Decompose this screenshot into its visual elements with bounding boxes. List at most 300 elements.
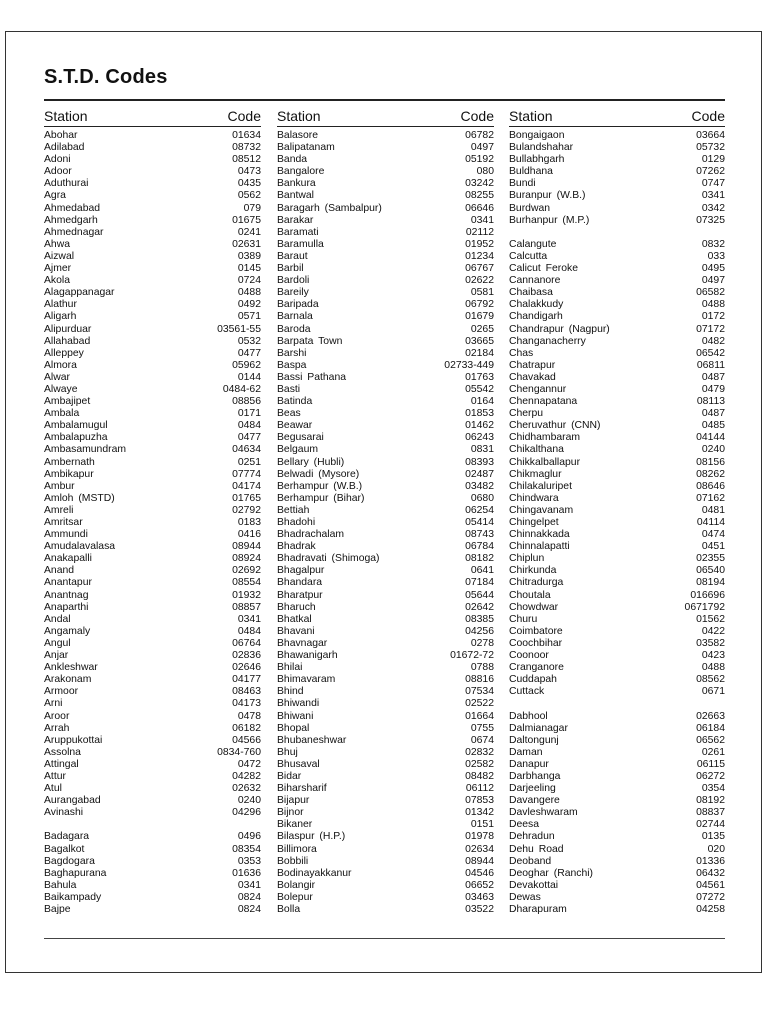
table-row [277,577,494,589]
table-row [277,856,494,868]
std-code: 03463 [465,891,494,903]
std-code: 04282 [232,770,261,782]
station-name: Ambasamundram [44,444,127,456]
table-row [509,807,725,819]
std-code: 0482 [701,335,725,347]
station-name: Assolna [44,746,81,758]
table-row [277,904,494,916]
station-name: Chirkunda [509,565,557,577]
std-code: 0172 [701,311,725,323]
table-row [277,759,494,771]
table-row [509,844,725,856]
table-row [44,529,261,541]
station-name: Avinashi [44,807,84,819]
station-name: Bassi Pathana [277,371,347,383]
station-name: Baripada [277,299,319,311]
std-code: 04114 [696,517,725,528]
table-row [509,420,725,432]
table-row [277,432,494,444]
table-row [277,674,494,686]
std-code: 0671792 [684,601,725,613]
std-code: 04546 [465,867,494,879]
station-name: Davangere [509,795,560,807]
table-row [277,698,494,710]
station-name: Agra [44,190,66,202]
table-row [44,626,261,638]
station-name: Daltongunj [509,734,559,746]
table-row [44,360,261,372]
std-code: 07534 [465,686,494,698]
station-name: Bhadohi [277,517,316,528]
std-code: 07172 [696,323,725,335]
table-row [509,251,725,263]
station-name: Belwadi (Mysore) [277,468,360,480]
table-row [509,166,725,178]
std-code: 06582 [696,287,725,299]
station-name: Bhimavaram [277,674,336,686]
station-name: Buranpur (W.B.) [509,190,586,202]
station-name: Chidhambaram [509,432,581,444]
table-row [277,166,494,178]
station-name: Ambalamugul [44,420,108,432]
std-code: 03242 [465,178,494,190]
station-name: Baramulla [277,238,324,250]
std-code: 08837 [696,807,725,819]
table-row [509,154,725,166]
station-name: Aurangabad [44,795,101,807]
station-name: Chikkalballapur [509,456,581,468]
table-row [509,577,725,589]
std-code: 0497 [701,275,725,287]
std-code: 0240 [701,444,725,456]
std-code: 04634 [232,444,261,456]
std-code: 04561 [696,879,725,891]
std-code: 0422 [701,625,725,637]
station-name: Coimbatore [509,625,563,637]
std-code: 079 [243,202,261,214]
table-row [509,178,725,190]
station-name: Bettiah [277,504,310,516]
std-code: 02642 [465,601,494,613]
table-row [277,541,494,553]
station-name: Chingavanam [509,504,574,516]
station-name: Baragarh (Sambalpur) [277,202,382,214]
table-row [44,602,261,614]
station-name: Dewas [509,891,541,903]
station-name: Bikaner [277,819,313,831]
table-row [44,541,261,553]
station-name: Chiplun [509,553,545,565]
std-code: 0342 [701,202,725,214]
std-code: 0240 [237,795,261,807]
table-row [44,396,261,408]
std-code: 02832 [465,746,494,758]
table-row [277,880,494,892]
std-code: 02582 [465,758,494,770]
station-name: Baikampady [44,891,102,903]
station-name: Calcutta [509,250,548,262]
station-name: Bongaigaon [509,130,565,141]
std-code: 0641 [470,565,494,577]
std-code: 05414 [465,517,494,528]
std-code: 02692 [232,565,261,577]
table-row [277,287,494,299]
table-row [277,747,494,759]
station-name: Calicut Feroke [509,263,578,275]
bottom-rule [44,938,725,939]
station-name: Darbhanga [509,770,561,782]
station-name: Changanacherry [509,335,586,347]
table-row [509,505,725,517]
std-code: 06782 [465,130,494,141]
std-code: 03664 [696,130,725,141]
table-row [509,432,725,444]
table-row [509,360,725,372]
station-name: Akola [44,275,70,287]
std-code: 06542 [696,347,725,359]
station-name: Alathur [44,299,77,311]
table-row [277,408,494,420]
table-row [44,408,261,420]
station-name: Adoni [44,154,71,166]
station-name: Atul [44,783,62,795]
table-row [44,686,261,698]
station-list [44,130,261,916]
std-code: 04173 [232,698,261,710]
std-code: 03665 [465,335,494,347]
std-code: 0353 [237,855,261,867]
table-row [277,614,494,626]
std-code: 01234 [465,250,494,262]
table-row [277,348,494,360]
std-code: 0135 [701,831,725,843]
station-name: Darjeeling [509,783,556,795]
std-code: 016696 [690,589,725,601]
table-row [44,590,261,602]
table-row [277,215,494,227]
station-name: Balipatanam [277,142,335,154]
table-row [509,142,725,154]
station-name: Dharapuram [509,904,567,915]
station-name: Banda [277,154,308,166]
std-code: 0423 [701,650,725,662]
std-code: 08194 [696,577,725,589]
std-code: 06767 [465,263,494,275]
table-row [277,650,494,662]
station-name: Coochbihar [509,637,563,649]
station-name: Ambala [44,408,80,420]
station-name: Bhatkal [277,613,312,625]
station-name: Arrah [44,722,70,734]
station-name: Ankleshwar [44,662,98,674]
table-row [509,819,725,831]
std-code: 02112 [465,226,494,238]
station-name: Bhagalpur [277,565,325,577]
table-row [44,481,261,493]
station-name: Baramati [277,226,319,238]
table-row [44,795,261,807]
std-code: 020 [707,843,725,855]
station-name: Burdwan [509,202,551,214]
std-code: 02632 [232,783,261,795]
table-row [44,819,261,831]
table-row [277,795,494,807]
table-row [509,481,725,493]
station-name: Anantapur [44,577,92,589]
station-name: Billimora [277,843,317,855]
station-name: Chindwara [509,492,559,504]
table-row [277,130,494,142]
station-name: Ahwa [44,238,70,250]
station-name: Bundi [509,178,536,190]
std-code: 0474 [701,529,725,541]
column-header [509,108,725,127]
table-row [509,602,725,614]
table-row [44,856,261,868]
station-name: Bhilai [277,662,303,674]
table-row [277,517,494,529]
station-name: Bhandara [277,577,323,589]
station-name: Beawar [277,420,313,432]
std-code: 0824 [237,904,261,915]
station-name: Bhubaneshwar [277,734,347,746]
table-row [277,638,494,650]
table-row [509,698,725,710]
table-row [44,444,261,456]
table-row [44,783,261,795]
std-code: 0581 [470,287,494,299]
station-name: Bhopal [277,722,310,734]
table-row [277,553,494,565]
std-code: 0497 [470,142,494,154]
station-name: Aligarh [44,311,77,323]
std-code: 05644 [465,589,494,601]
station-name: Anjar [44,650,69,662]
table-row [509,711,725,723]
table-row [509,130,725,142]
station-name: Bhind [277,686,304,698]
std-code: 0747 [701,178,725,190]
table-row [277,372,494,384]
table-row [509,856,725,868]
std-code: 01679 [465,311,494,323]
table-row [277,771,494,783]
std-code: 0354 [701,783,725,795]
station-name: Chennapatana [509,396,578,408]
station-name: Anaparthi [44,601,89,613]
table-row [277,565,494,577]
table-row [44,469,261,481]
std-code: 01932 [232,589,261,601]
station-name: Ambernath [44,456,95,468]
std-code: 08255 [465,190,494,202]
std-code: 02634 [465,843,494,855]
std-column-2 [277,108,494,916]
std-code: 0487 [701,371,725,383]
station-name: Bhavnagar [277,637,328,649]
station-list [509,130,725,916]
station-name: Anantnag [44,589,89,601]
std-code: 0145 [237,263,261,275]
std-code: 0488 [237,287,261,299]
table-row [277,324,494,336]
table-row [277,723,494,735]
station-name: Ammundi [44,529,88,541]
station-name: Berhampur (W.B.) [277,480,363,492]
station-name: Anakapalli [44,553,92,565]
std-code: 08156 [696,456,725,468]
station-name: Deoghar (Ranchi) [509,867,594,879]
std-code: 07262 [696,166,725,178]
table-row [509,783,725,795]
table-row [277,444,494,456]
std-code: 02355 [696,553,725,565]
std-code: 07853 [465,795,494,807]
table-row [44,263,261,275]
table-row [277,311,494,323]
std-code: 04174 [232,480,261,492]
station-name: Ahmednagar [44,226,104,238]
station-name: Ambikapur [44,468,94,480]
station-name: Chinnakkada [509,529,570,541]
table-row [44,251,261,263]
table-row [44,299,261,311]
station-name: Andal [44,613,71,625]
std-code: 06243 [465,432,494,444]
station-name: Dehradun [509,831,555,843]
station-name: Ambalapuzha [44,432,108,444]
std-code: 05962 [232,359,261,371]
table-row [44,904,261,916]
std-code: 0478 [237,710,261,722]
std-code: 08732 [232,142,261,154]
station-name: Cannanore [509,275,561,287]
table-row [44,324,261,336]
station-name: Chatrapur [509,359,556,371]
std-code: 02646 [232,662,261,674]
std-code: 02836 [232,650,261,662]
table-row [44,420,261,432]
std-code: 08857 [232,601,261,613]
station-name: Adoor [44,166,72,178]
std-code: 0389 [237,250,261,262]
station-name: Chandigarh [509,311,563,323]
table-row [44,275,261,287]
station-name: Bhawanigarh [277,650,338,662]
station-name: Bahula [44,879,77,891]
std-code: 08646 [696,480,725,492]
station-name: Chalakkudy [509,299,564,311]
std-code: 0251 [237,456,261,468]
std-code: 01978 [465,831,494,843]
std-code: 01336 [696,855,725,867]
table-row [44,130,261,142]
station-name: Ambur [44,480,75,492]
table-row [509,348,725,360]
std-code: 07162 [696,492,725,504]
station-name: Barshi [277,347,307,359]
std-code: 06784 [465,541,494,553]
table-row [509,831,725,843]
std-code: 06272 [696,770,725,782]
table-row [509,880,725,892]
std-code: 0144 [237,371,261,383]
table-row [509,759,725,771]
table-row [509,324,725,336]
table-row [277,602,494,614]
station-name: Burhanpur (M.P.) [509,214,590,226]
std-code: 02622 [465,275,494,287]
table-row [509,408,725,420]
table-row [509,771,725,783]
std-code: 01562 [696,613,725,625]
table-row [44,674,261,686]
std-code: 0571 [237,311,261,323]
table-row [277,154,494,166]
table-row [509,735,725,747]
std-code: 0724 [237,275,261,287]
table-row [44,662,261,674]
table-row [509,674,725,686]
std-code: 01763 [465,371,494,383]
station-name: Bhuj [277,746,298,758]
std-code: 0261 [701,746,725,758]
title-rule [44,99,725,101]
station-name: Dalmianagar [509,722,568,734]
station-name: Aizwal [44,250,75,262]
table-row [509,686,725,698]
table-row [509,493,725,505]
station-name: Chinnalapatti [509,541,570,553]
std-code: 0496 [237,831,261,843]
station-name: Abohar [44,130,78,141]
std-code: 080 [476,166,494,178]
table-row [277,783,494,795]
table-row [509,299,725,311]
table-row [44,142,261,154]
table-row [44,614,261,626]
table-row [509,203,725,215]
station-name: Devakottai [509,879,559,891]
table-row [277,529,494,541]
code-header: Code [227,108,261,124]
table-row [44,577,261,589]
station-name: Baraut [277,250,308,262]
std-code: 04566 [232,734,261,746]
station-name: Chitradurga [509,577,564,589]
table-row [44,178,261,190]
table-row [509,904,725,916]
station-name: Ahmedabad [44,202,101,214]
std-code: 0477 [237,432,261,444]
std-code: 06562 [696,734,725,746]
table-row [277,711,494,723]
std-code: 01664 [465,710,494,722]
table-row [509,396,725,408]
std-code: 07272 [696,891,725,903]
table-row [44,227,261,239]
station-name: Bodinayakkanur [277,867,352,879]
std-code: 04258 [696,904,725,915]
table-row [509,444,725,456]
std-code: 01765 [232,492,261,504]
table-row [509,541,725,553]
station-name: Cherpu [509,408,544,420]
table-row [277,868,494,880]
std-code: 0487 [701,408,725,420]
table-row [277,807,494,819]
std-code: 06254 [465,504,494,516]
